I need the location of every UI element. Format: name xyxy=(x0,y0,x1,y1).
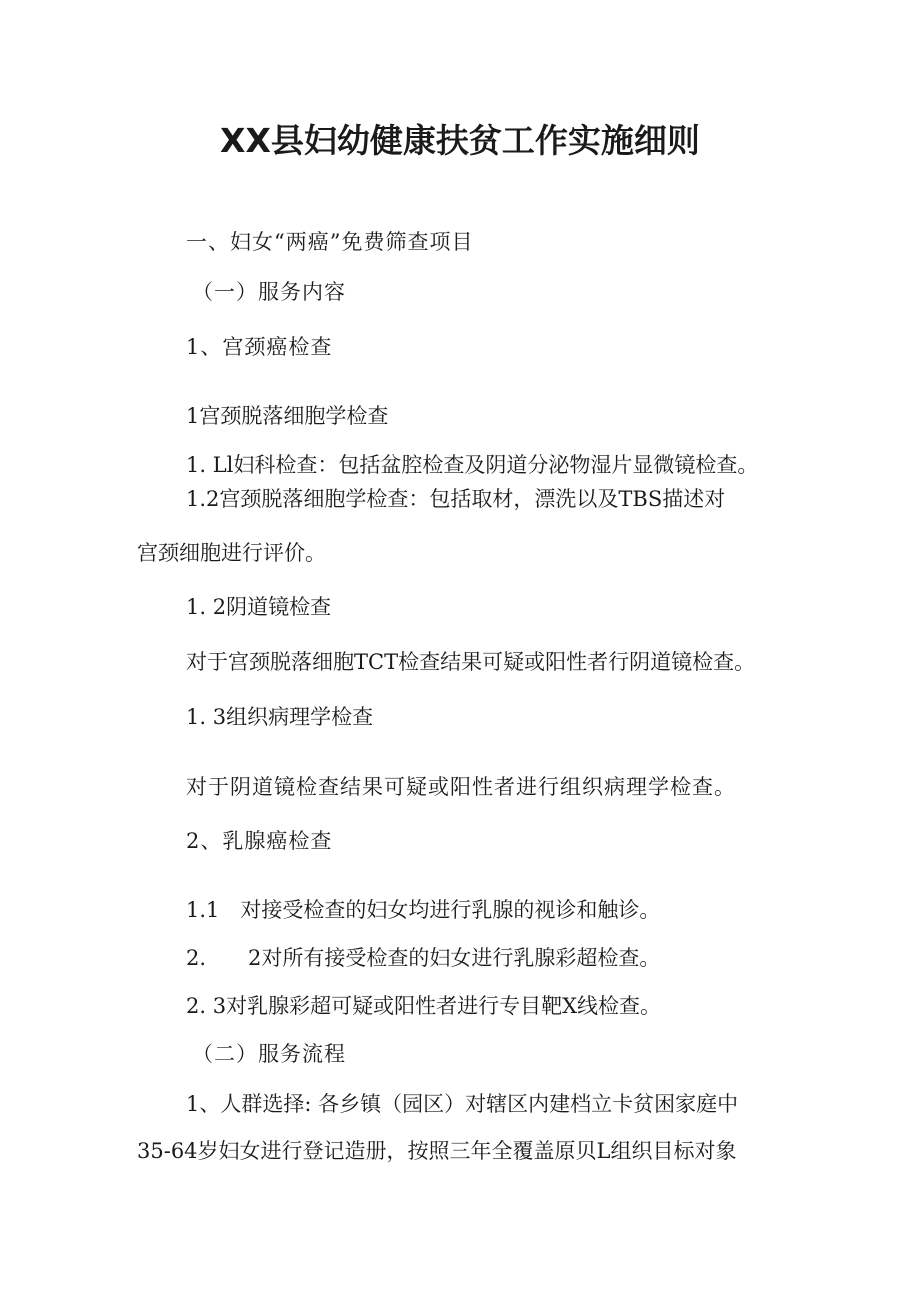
item-1-2-cont: 宫颈细胞进行评价。 xyxy=(137,541,326,565)
item-heading-breast: 2、乳腺癌检查 xyxy=(186,829,333,853)
item-population-2: 35-64岁妇女进行登记造册，按照三年全覆盖原贝L组织目标对象 xyxy=(137,1139,737,1163)
subsection-heading-2: （二）服务流程 xyxy=(192,1042,346,1066)
item-pathology: 1. 3组织病理学检查 xyxy=(186,705,374,729)
item-1-1: 1. Ll妇科检查：包括盆腔检查及阴道分泌物湿片显微镜检查。 xyxy=(186,453,759,477)
item-breast-1-1: 1.1 对接受检查的妇女均进行乳腺的视诊和触诊。 xyxy=(186,898,661,922)
item-1-2: 1.2宫颈脱落细胞学检查：包括取材，漂洗以及TBS描述对 xyxy=(186,487,726,511)
item-population-1: 1、人群选择: 各乡镇（园区）对辖区内建档立卡贫困家庭中 xyxy=(186,1092,739,1116)
document-title: XX县妇幼健康扶贫工作实施细则 xyxy=(220,121,700,160)
section-heading-1: 一、妇女“两癌”免费筛查项目 xyxy=(186,230,474,254)
item-breast-2: 2. 2对所有接受检查的妇女进行乳腺彩超检查。 xyxy=(186,946,661,970)
item-heading-cervical: 1、宫颈癌检查 xyxy=(186,335,333,359)
item-pathology-text: 对于阴道镜检查结果可疑或阳性者进行组织病理学检查。 xyxy=(186,775,736,799)
item-colposcopy-text: 对于宫颈脱落细胞TCT检查结果可疑或阳性者行阴道镜检查。 xyxy=(186,650,756,674)
subsection-heading-1: （一）服务内容 xyxy=(192,280,346,304)
item-cytology: 1宫颈脱落细胞学检查 xyxy=(186,404,389,428)
item-colposcopy: 1. 2阴道镜检查 xyxy=(186,595,332,619)
item-breast-2-3: 2. 3对乳腺彩超可疑或阳性者进行专目靶X线检查。 xyxy=(186,994,662,1018)
